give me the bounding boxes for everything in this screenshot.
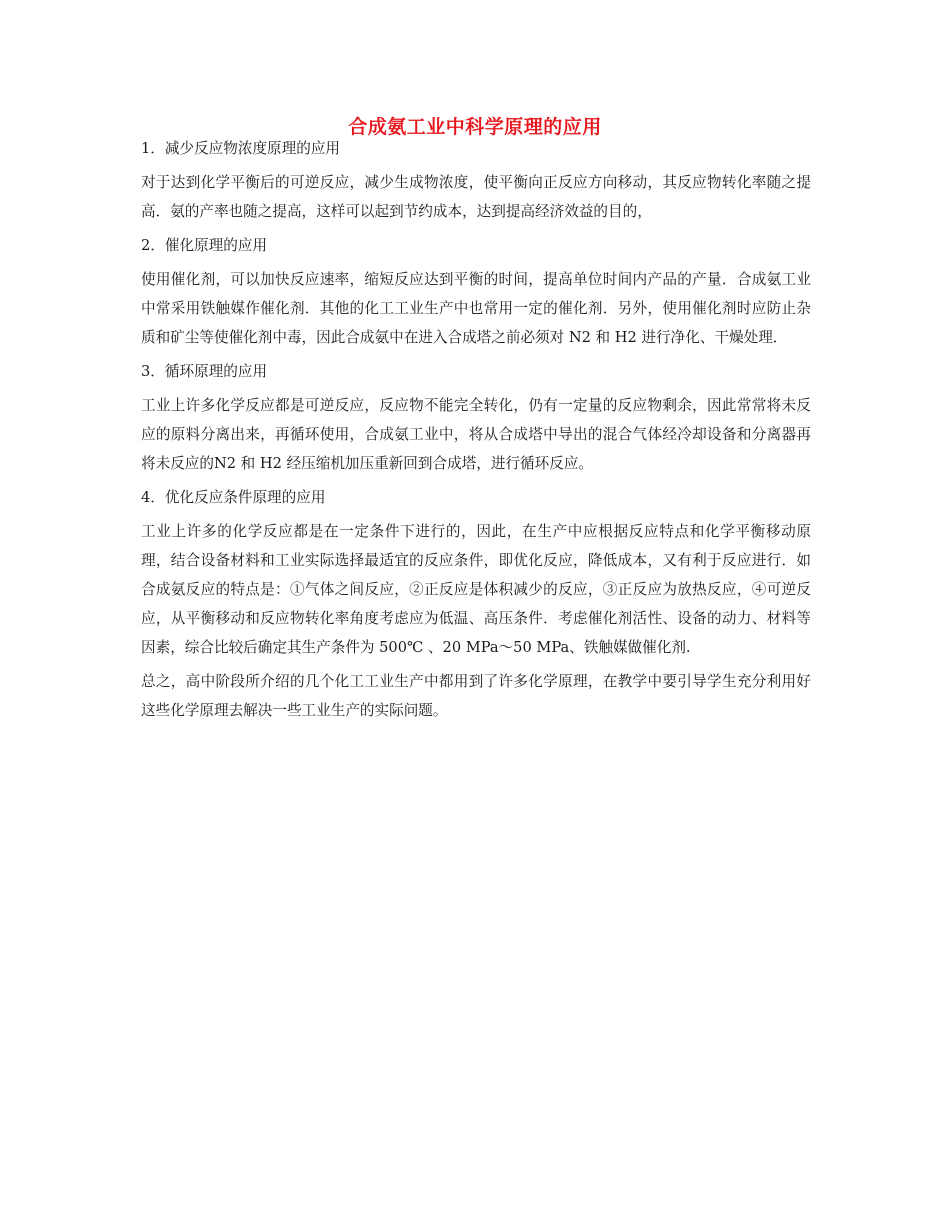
- document-title: 合成氨工业中科学原理的应用: [348, 116, 602, 138]
- section-body-4: 工业上许多的化学反应都是在一定条件下进行的，因此，在生产中应根据反应特点和化学平衡移动原理，结合设备材料和工业实际选择最适宜的反应条件，即优化反应，降低成本，又有利于反应进行．如合成氨反应的特点是：①气体之间反应，②正反应是体积减少的反应，③正反应为放热反应，④可逆反应，从平衡移动和反应物转化率角度考虑应为低温、高压条件．考虑催化剂活性、设备的动力、材料等因素，综合比较后确定其生产条件为 500℃ 、20 MPa～50 MPa、铁触媒做催化剂.: [141, 523, 811, 656]
- section-heading-2: 2．催化原理的应用: [141, 237, 268, 254]
- section-body-1: 对于达到化学平衡后的可逆反应，减少生成物浓度，使平衡向正反应方向移动，其反应物转化率随之提高．氨的产率也随之提高，这样可以起到节约成本，达到提高经济效益的目的，: [141, 174, 811, 220]
- section-heading-1: 1．减少反应物浓度原理的应用: [141, 140, 341, 157]
- document-body: [141, 134, 811, 730]
- section-heading-4: 4．优化反应条件原理的应用: [141, 489, 326, 506]
- section-body-3: 工业上许多化学反应都是可逆反应，反应物不能完全转化，仍有一定量的反应物剩余，因此常常将未反应的原料分离出来，再循环使用，合成氨工业中，将从合成塔中导出的混合气体经冷却设备和分离器再将未反应的N2 和 H2 经压缩机加压重新回到合成塔，进行循环反应。: [141, 397, 811, 472]
- section-body-2: 使用催化剂，可以加快反应速率，缩短反应达到平衡的时间，提高单位时间内产品的产量．合成氨工业中常采用铁触媒作催化剂．其他的化工工业生产中也常用一定的催化剂．另外，使用催化剂时应防止杂质和矿尘等使催化剂中毒，因此合成氨中在进入合成塔之前必须对 N2 和 H2 进行净化、干燥处理．: [141, 271, 811, 346]
- section-heading-3: 3．循环原理的应用: [141, 363, 268, 380]
- conclusion-paragraph: 总之，高中阶段所介绍的几个化工工业生产中都用到了许多化学原理，在教学中要引导学生充分利用好这些化学原理去解决一些工业生产的实际问题。: [141, 673, 811, 719]
